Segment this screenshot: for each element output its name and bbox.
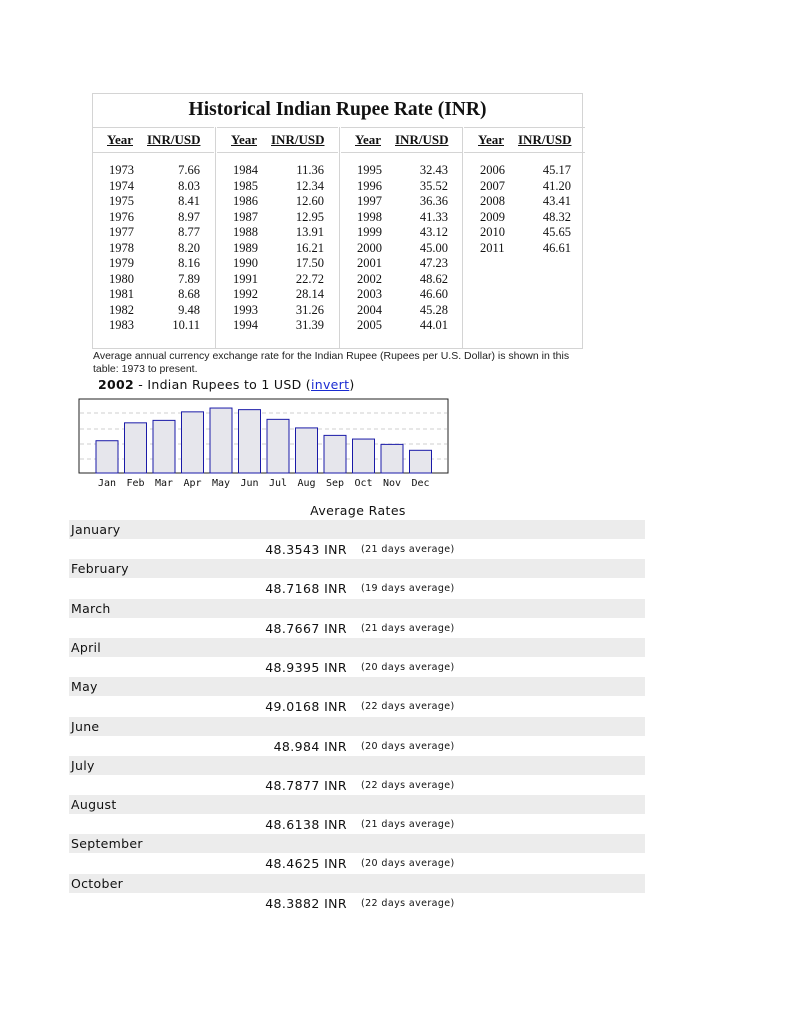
x-tick-label: Oct: [354, 478, 373, 489]
year-column-1: [93, 127, 214, 350]
rate-cell: 16.21: [295, 240, 324, 255]
month-value-row: [69, 776, 645, 795]
table-row: [217, 287, 338, 303]
table-row: [341, 194, 462, 210]
table-row: [217, 256, 338, 272]
year-cell: 1987: [233, 209, 258, 224]
rate-cell: 46.60: [419, 287, 448, 302]
average-rate-value: 48.9395 INR: [265, 660, 347, 675]
year-cell: 1978: [109, 240, 134, 255]
year-column-4: [464, 127, 585, 350]
year-cell: 2009: [480, 209, 505, 224]
year-cell: 2000: [357, 240, 382, 255]
rate-cell: 48.32: [542, 209, 571, 224]
x-tick-label: Sep: [325, 478, 345, 489]
days-average-note: (22 days average): [361, 898, 455, 909]
year-header: Year: [107, 132, 133, 147]
table-row: [464, 194, 585, 210]
year-cell: 2004: [357, 302, 382, 317]
rate-header: INR/USD: [395, 132, 449, 147]
year-cell: 1976: [109, 209, 134, 224]
bar-dec: [410, 450, 432, 473]
rate-cell: 28.14: [295, 287, 324, 302]
rate-cell: 47.23: [419, 256, 448, 271]
year-cell: 1975: [109, 194, 134, 209]
month-value-row: [69, 658, 645, 677]
table-row: [93, 241, 214, 257]
year-cell: 2006: [480, 163, 505, 177]
rate-cell: 8.68: [178, 287, 200, 302]
table-row: [93, 256, 214, 272]
x-tick-label: Jun: [240, 478, 259, 489]
rate-cell: 36.36: [419, 194, 448, 209]
table-row: [217, 303, 338, 319]
bar-feb: [125, 423, 147, 473]
table-row: [217, 179, 338, 195]
year-cell: 2003: [357, 287, 382, 302]
average-rate-value: 48.4625 INR: [265, 856, 347, 871]
average-rate-value: 48.7667 INR: [265, 621, 347, 636]
year-cell: 2010: [480, 225, 505, 240]
year-cell: 2008: [480, 194, 505, 209]
month-label: August: [69, 795, 645, 814]
bar-oct: [353, 439, 375, 473]
table-row: [217, 272, 338, 288]
x-tick-label: Jul: [268, 478, 288, 489]
days-average-note: (22 days average): [361, 780, 455, 791]
column-divider: [462, 127, 463, 349]
table-caption: Average annual currency exchange rate for the Indian Rupee (Rupees per U.S. Dollar) is shown in this table: 1973 to present.: [93, 350, 570, 375]
days-average-note: (21 days average): [361, 623, 455, 634]
month-label: February: [69, 559, 645, 578]
year-header: Year: [478, 132, 504, 147]
table-row: [217, 194, 338, 210]
rate-cell: 45.28: [419, 302, 448, 317]
year-cell: 1974: [109, 178, 134, 193]
month-value-row: [69, 815, 645, 834]
table-row: [464, 179, 585, 195]
rate-cell: 13.91: [295, 225, 324, 240]
bar-nov: [381, 444, 403, 473]
month-label: January: [69, 520, 645, 539]
year-cell: 1984: [233, 163, 258, 177]
rate-cell: 43.41: [542, 194, 571, 209]
invert-link[interactable]: invert: [310, 377, 350, 392]
bar-jan: [96, 441, 118, 473]
average-rate-value: 48.3543 INR: [265, 542, 347, 557]
x-tick-label: Aug: [297, 478, 316, 489]
rate-cell: 8.16: [178, 256, 200, 271]
x-tick-label: Dec: [411, 478, 430, 489]
average-rates-header: Average Rates: [310, 503, 406, 518]
month-label: May: [69, 677, 645, 696]
table-row: [341, 303, 462, 319]
rate-cell: 8.03: [178, 178, 200, 193]
year-cell: 1991: [233, 271, 258, 286]
rate-cell: 10.11: [172, 318, 200, 333]
year-cell: 1986: [233, 194, 258, 209]
year-cell: 1988: [233, 225, 258, 240]
table-row: [93, 287, 214, 303]
table-row: [93, 225, 214, 241]
x-tick-label: Feb: [126, 478, 145, 489]
days-average-note: (21 days average): [361, 544, 455, 555]
chart-title-text: - Indian Rupees to 1 USD (: [134, 377, 311, 392]
month-label: September: [69, 834, 645, 853]
rate-cell: 8.77: [178, 225, 200, 240]
rate-cell: 11.36: [296, 163, 324, 177]
year-cell: 1995: [357, 163, 382, 177]
year-cell: 2007: [480, 178, 505, 193]
days-average-note: (20 days average): [361, 741, 455, 752]
month-label: July: [69, 756, 645, 775]
table-row: [464, 225, 585, 241]
year-cell: 1977: [109, 225, 134, 240]
days-average-note: (21 days average): [361, 819, 455, 830]
x-tick-label: Jan: [97, 478, 117, 489]
table-row: [217, 163, 338, 179]
month-value-row: [69, 579, 645, 598]
chart-year: 2002: [98, 377, 134, 392]
column-divider: [339, 127, 340, 349]
average-rate-value: 48.3882 INR: [265, 896, 347, 911]
year-cell: 1990: [233, 256, 258, 271]
rate-cell: 32.43: [419, 163, 448, 177]
year-cell: 2005: [357, 318, 382, 333]
year-cell: 1973: [109, 163, 134, 177]
days-average-note: (22 days average): [361, 701, 455, 712]
historical-rate-table: [92, 93, 583, 349]
table-row: [217, 241, 338, 257]
rate-cell: 9.48: [178, 302, 200, 317]
year-header: Year: [355, 132, 381, 147]
average-rate-value: 48.7877 INR: [265, 778, 347, 793]
table-row: [341, 241, 462, 257]
average-rate-value: 49.0168 INR: [265, 699, 347, 714]
month-label: October: [69, 874, 645, 893]
rate-cell: 12.60: [295, 194, 324, 209]
rate-cell: 17.50: [295, 256, 324, 271]
bar-may: [210, 408, 232, 473]
year-cell: 1999: [357, 225, 382, 240]
year-cell: 1983: [109, 318, 134, 333]
table-row: [93, 318, 214, 334]
table-row: [341, 225, 462, 241]
rate-cell: 44.01: [419, 318, 448, 333]
x-tick-label: May: [211, 478, 231, 489]
year-cell: 1981: [109, 287, 134, 302]
year-cell: 2001: [357, 256, 382, 271]
rate-cell: 48.62: [419, 271, 448, 286]
rate-cell: 8.97: [178, 209, 200, 224]
rate-cell: 8.41: [178, 194, 200, 209]
bar-apr: [182, 412, 204, 473]
month-label: March: [69, 599, 645, 618]
bar-jun: [239, 410, 261, 473]
month-label: April: [69, 638, 645, 657]
table-row: [341, 256, 462, 272]
rate-header: INR/USD: [518, 132, 572, 147]
year-cell: 1980: [109, 271, 134, 286]
month-value-row: [69, 619, 645, 638]
month-value-row: [69, 697, 645, 716]
bar-mar: [153, 420, 175, 473]
x-tick-label: Apr: [183, 478, 202, 489]
rate-cell: 7.66: [178, 163, 200, 177]
table-row: [341, 272, 462, 288]
average-rate-value: 48.984 INR: [273, 739, 347, 754]
table-row: [93, 194, 214, 210]
month-label: June: [69, 717, 645, 736]
rate-cell: 41.20: [542, 178, 571, 193]
year-cell: 1997: [357, 194, 382, 209]
year-cell: 1979: [109, 256, 134, 271]
year-cell: 2002: [357, 271, 382, 286]
x-tick-label: Nov: [382, 478, 402, 489]
table-row: [464, 210, 585, 226]
rate-cell: 31.39: [295, 318, 324, 333]
table-row: [217, 318, 338, 334]
rate-header: INR/USD: [271, 132, 325, 147]
year-header: Year: [231, 132, 257, 147]
table-row: [341, 179, 462, 195]
year-cell: 2011: [480, 240, 505, 255]
rate-cell: 41.33: [419, 209, 448, 224]
table-row: [341, 210, 462, 226]
month-value-row: [69, 737, 645, 756]
table-row: [464, 163, 585, 179]
table-row: [93, 272, 214, 288]
rate-cell: 45.00: [419, 240, 448, 255]
table-row: [217, 225, 338, 241]
rate-cell: 22.72: [295, 271, 324, 286]
rate-cell: 7.89: [178, 271, 200, 286]
rate-cell: 8.20: [178, 240, 200, 255]
chart-title: [98, 377, 355, 392]
table-row: [93, 210, 214, 226]
table-row: [341, 163, 462, 179]
table-row: [93, 163, 214, 179]
rate-cell: 35.52: [419, 178, 448, 193]
days-average-note: (20 days average): [361, 858, 455, 869]
year-column-2: [217, 127, 338, 350]
bar-jul: [267, 419, 289, 473]
month-value-row: [69, 854, 645, 873]
year-cell: 1992: [233, 287, 258, 302]
table-row: [341, 318, 462, 334]
month-value-row: [69, 894, 645, 913]
bar-sep: [324, 435, 346, 473]
rate-cell: 46.61: [542, 240, 571, 255]
average-rate-value: 48.7168 INR: [265, 581, 347, 596]
year-cell: 1993: [233, 302, 258, 317]
rate-header: INR/USD: [147, 132, 201, 147]
rate-cell: 12.34: [295, 178, 324, 193]
table-row: [217, 210, 338, 226]
year-cell: 1996: [357, 178, 382, 193]
table-row: [464, 241, 585, 257]
table-row: [93, 303, 214, 319]
table-row: [341, 287, 462, 303]
table-row: [93, 179, 214, 195]
monthly-rate-bar-chart: [78, 398, 450, 490]
table-title: Historical Indian Rupee Rate (INR): [188, 99, 487, 120]
days-average-note: (19 days average): [361, 583, 455, 594]
year-cell: 1985: [233, 178, 258, 193]
x-tick-label: Mar: [154, 478, 174, 489]
chart-title-close: ): [349, 377, 355, 392]
year-cell: 1982: [109, 302, 134, 317]
average-rate-value: 48.6138 INR: [265, 817, 347, 832]
rate-cell: 12.95: [295, 209, 324, 224]
rate-cell: 45.17: [542, 163, 571, 177]
days-average-note: (20 days average): [361, 662, 455, 673]
bar-aug: [296, 428, 318, 473]
year-cell: 1998: [357, 209, 382, 224]
year-column-3: [341, 127, 462, 350]
year-cell: 1989: [233, 240, 258, 255]
rate-cell: 43.12: [419, 225, 448, 240]
month-value-row: [69, 540, 645, 559]
rate-cell: 31.26: [295, 302, 324, 317]
column-divider: [215, 127, 216, 349]
year-cell: 1994: [233, 318, 258, 333]
rate-cell: 45.65: [542, 225, 571, 240]
